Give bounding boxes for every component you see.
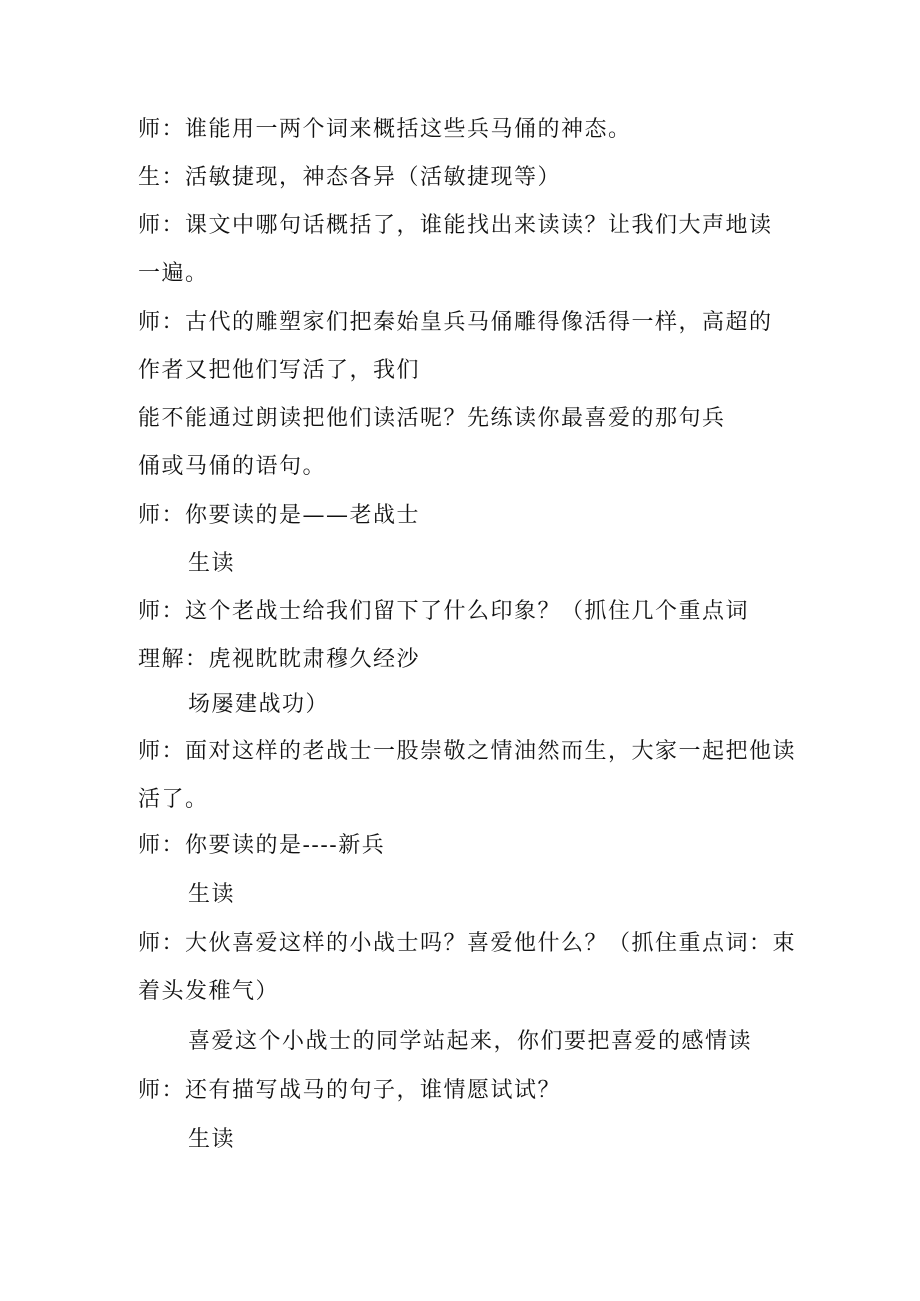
text-line: 师：面对这样的老战士一股崇敬之情油然而生，大家一起把他读 bbox=[138, 739, 797, 764]
text-line: 场屡建战功） bbox=[188, 692, 330, 717]
text-line: 生读 bbox=[188, 1127, 236, 1152]
text-line: 喜爱这个小战士的同学站起来，你们要把喜爱的感情读 bbox=[188, 1029, 753, 1054]
text-line: 师：还有描写战马的句子，谁情愿试试？ bbox=[138, 1078, 562, 1103]
text-line: 着头发稚气） bbox=[138, 979, 280, 1004]
text-line: 师：古代的雕塑家们把秦始皇兵马俑雕得像活得一样，高超的 bbox=[138, 310, 773, 335]
text-line: 师：课文中哪句话概括了，谁能找出来读读？让我们大声地读 bbox=[138, 213, 773, 238]
text-line: 活了。 bbox=[138, 787, 209, 812]
text-line: 理解：虎视眈眈肃穆久经沙 bbox=[138, 647, 421, 672]
text-line: 作者又把他们写活了，我们 bbox=[138, 358, 421, 383]
text-line: 生：活敏捷现，神态各异（活敏捷现等） bbox=[138, 165, 562, 190]
text-line: 一遍。 bbox=[138, 261, 209, 286]
text-line: 生读 bbox=[188, 882, 236, 907]
text-line: 能不能通过朗读把他们读活呢？先练读你最喜爱的那句兵 bbox=[138, 406, 726, 431]
text-line: 师：你要读的是——老战士 bbox=[138, 503, 421, 528]
text-line: 生读 bbox=[188, 551, 236, 576]
text-line: 俑或马俑的语句。 bbox=[138, 454, 327, 479]
text-line: 师：谁能用一两个词来概括这些兵马俑的神态。 bbox=[138, 117, 632, 142]
text-line: 师：你要读的是----新兵 bbox=[138, 833, 386, 858]
text-line: 师：这个老战士给我们留下了什么印象？（抓住几个重点词 bbox=[138, 599, 750, 624]
text-line: 师：大伙喜爱这样的小战士吗？喜爱他什么？（抓住重点词：束 bbox=[138, 931, 797, 956]
